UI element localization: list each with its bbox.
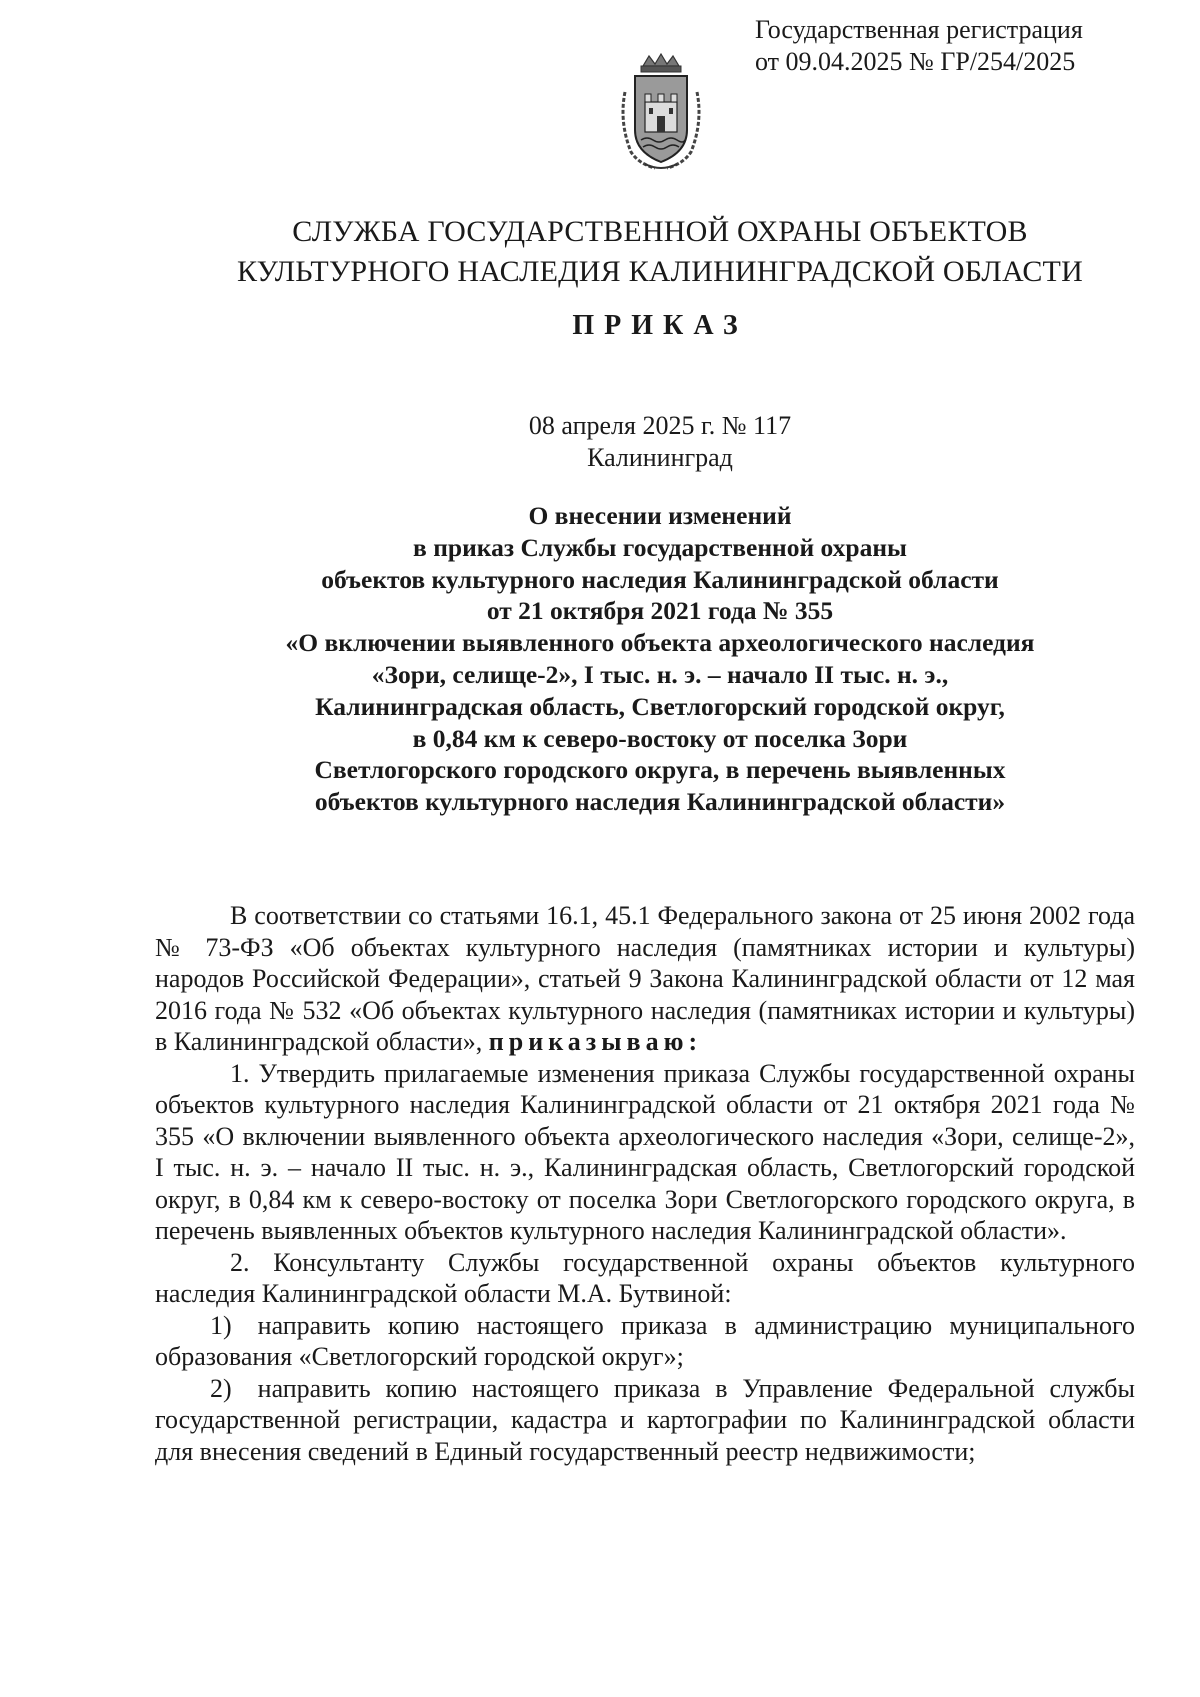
subitem-2-paragraph: 2) направить копию настоящего приказа в Управление Федеральной службы государственной регистрации, кадастра и картографии по Калининградской области для внесения сведений в Единый государственный реестр недвижимости;	[155, 1373, 1135, 1466]
coat-of-arms-icon	[615, 52, 707, 172]
registration-stamp	[755, 14, 1083, 78]
title-line: «О включении выявленного объекта археологического наследия	[285, 628, 1035, 658]
preamble-text: В соответствии со статьями 16.1, 45.1 Федерального закона от 25 июня 2002 года № 73-ФЗ «Об объектах культурного наследия (памятниках истории и культуры) народов Российской Федерации», статьей 9 Закона Калининградской области от 12 мая 2016 года № 532 «Об объектах культурного наследия (памятниках истории и культуры) в Калининградской области»,	[155, 901, 1135, 1056]
order-city: Калининград	[587, 443, 733, 472]
order-word: приказываю:	[488, 1027, 703, 1056]
title-line: от 21 октября 2021 года № 355	[486, 596, 834, 626]
order-date-block	[0, 410, 1200, 474]
registration-line-2: от 09.04.2025 № ГР/254/2025	[755, 47, 1076, 76]
title-line: в 0,84 км к северо-востоку от поселка Зори	[412, 723, 908, 753]
item-1-paragraph: 1. Утвердить прилагаемые изменения приказа Службы государственной охраны объектов культурного наследия Калининградской области от 21 октября 2021 года № 355 «О включении выявленного объекта археологического наследия «Зори, селище-2», I тыс. н. э. – начало II тыс. н. э., Калининградская область, Светлогорский городской округ, в 0,84 км к северо-востоку от поселка Зори Светлогорского городского округа, в перечень выявленных объектов культурного наследия Калининградской области».	[155, 1058, 1135, 1245]
order-title	[0, 500, 1200, 818]
title-line: «Зори, селище-2», I тыс. н. э. – начало II тыс. н. э.,	[371, 659, 949, 689]
order-date-number: 08 апреля 2025 г. № 117	[528, 411, 792, 440]
subitem-1-paragraph: 1) направить копию настоящего приказа в администрацию муниципального образования «Светлогорский городской округ»;	[155, 1310, 1135, 1371]
order-body	[155, 900, 1135, 1467]
title-line: Светлогорского городского округа, в перечень выявленных	[314, 755, 1006, 785]
agency-line-1: СЛУЖБА ГОСУДАРСТВЕННОЙ ОХРАНЫ ОБЪЕКТОВ	[292, 215, 1028, 248]
title-line: объектов культурного наследия Калининградской области	[321, 564, 999, 594]
document-type: ПРИКАЗ	[572, 310, 748, 341]
title-line: в приказ Службы государственной охраны	[413, 532, 907, 562]
agency-name	[0, 212, 1200, 292]
agency-line-2: КУЛЬТУРНОГО НАСЛЕДИЯ КАЛИНИНГРАДСКОЙ ОБЛАСТИ	[237, 255, 1083, 288]
title-line: объектов культурного наследия Калининградской области»	[314, 787, 1006, 817]
item-2-paragraph: 2. Консультанту Службы государственной охраны объектов культурного наследия Калининградской области М.А. Бутвиной:	[155, 1247, 1135, 1308]
title-line: О внесении изменений	[528, 501, 792, 530]
registration-line-1: Государственная регистрация	[755, 15, 1083, 44]
preamble-paragraph	[155, 900, 1135, 1058]
title-line: Калининградская область, Светлогорский городской округ,	[315, 691, 1005, 721]
